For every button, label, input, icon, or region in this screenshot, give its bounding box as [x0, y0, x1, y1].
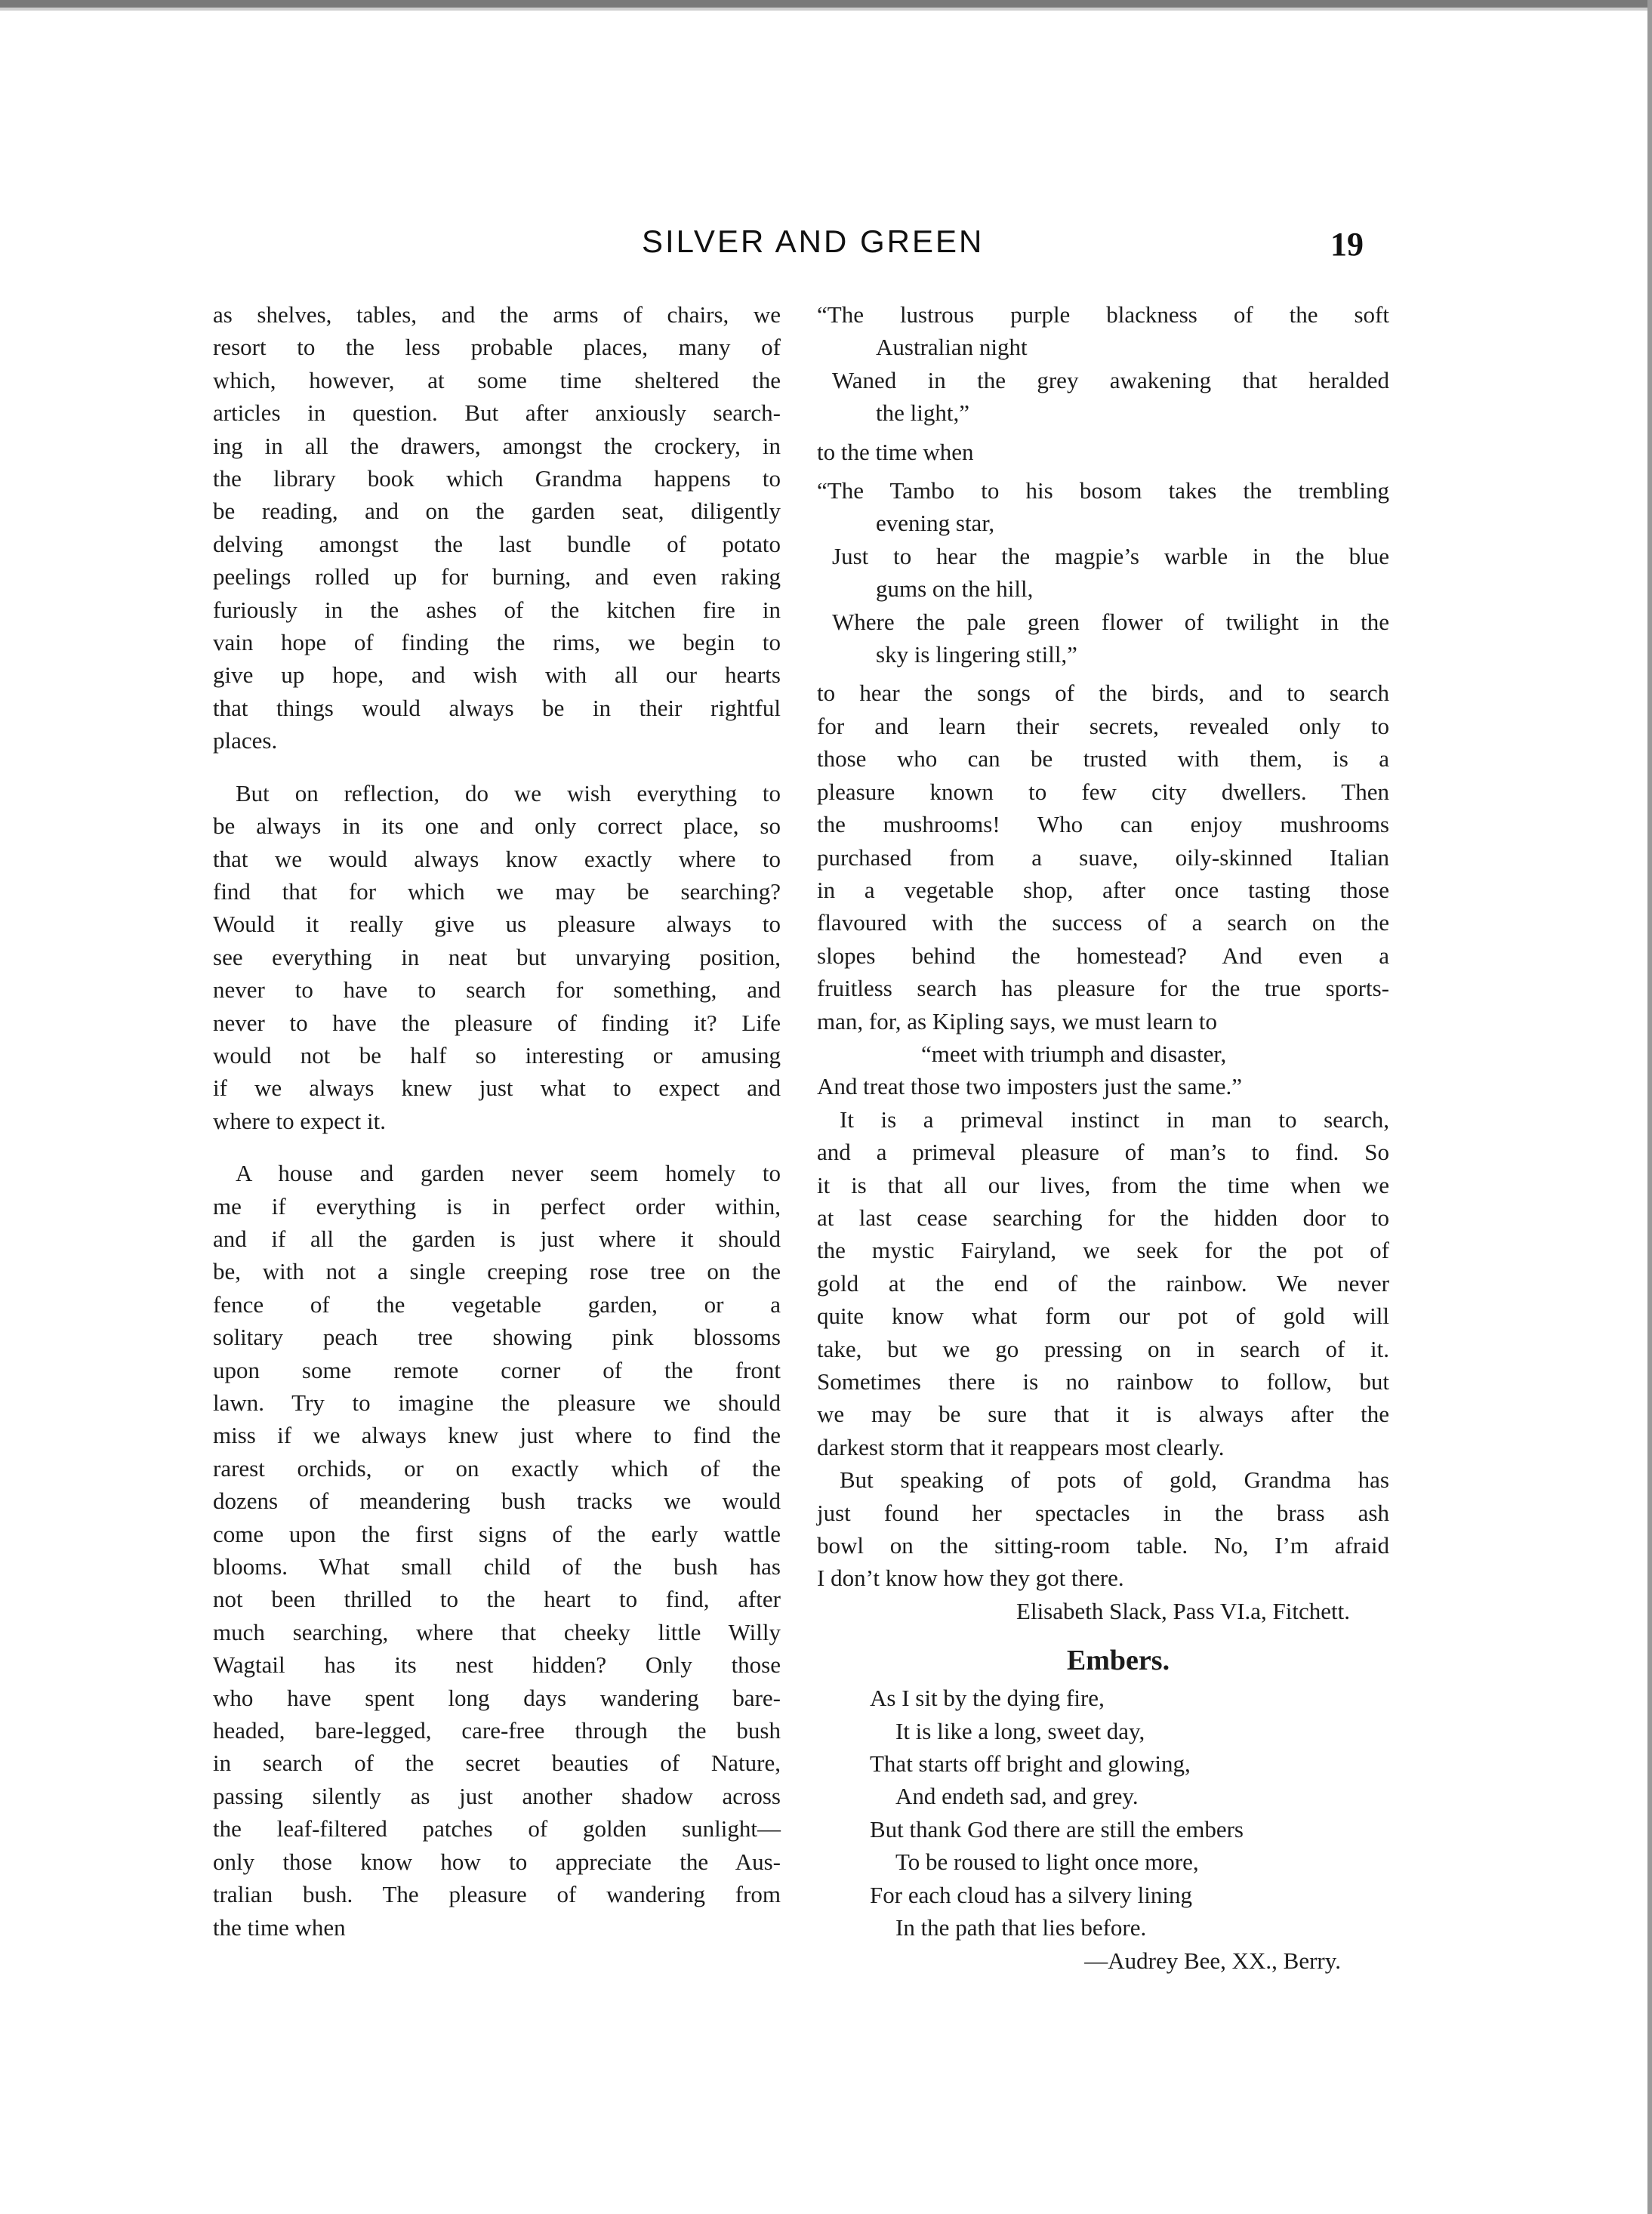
text-line: upon some remote corner of the front — [213, 1356, 781, 1383]
text-line: be always in its one and only correct place, so — [213, 813, 781, 840]
running-header-title: SILVER AND GREEN — [642, 224, 985, 259]
text-line: not been thrilled to the heart to find, after — [213, 1586, 781, 1613]
text-line: darkest storm that it reappears most clearly. — [817, 1433, 1225, 1460]
text-line: that things would always be in their rightful — [213, 694, 781, 721]
text-line: in a vegetable shop, after once tasting those — [817, 876, 1389, 903]
text-line: resort to the less probable places, many of — [213, 334, 781, 361]
text-line: we may be sure that it is always after the — [817, 1401, 1389, 1428]
text-line: headed, bare-legged, care-free through the bush — [213, 1717, 781, 1744]
text-line: lawn. Try to imagine the pleasure we should — [213, 1389, 781, 1416]
scan-top-edge — [0, 0, 1652, 8]
text-line: who have spent long days wandering bare- — [213, 1684, 781, 1711]
text-line: where to expect it. — [213, 1107, 386, 1134]
text-line: rarest orchids, or on exactly which of the — [213, 1454, 781, 1482]
text-line: if we always knew just what to expect and — [213, 1075, 781, 1102]
text-line: the mystic Fairyland, we seek for the pot of — [817, 1237, 1389, 1264]
text-line: furiously in the ashes of the kitchen fire in — [213, 596, 781, 623]
quoted-verse-1 — [817, 298, 1389, 430]
poem-line: But thank God there are still the embers — [870, 1815, 1244, 1842]
poem-line: That starts off bright and glowing, — [870, 1750, 1191, 1778]
text-line: But speaking of pots of gold, Grandma has — [840, 1466, 1389, 1494]
text-line: fence of the vegetable garden, or a — [213, 1290, 781, 1318]
verse-line: “The lustrous purple blackness of the soft — [817, 301, 1389, 328]
text-line: for and learn their secrets, revealed only to — [817, 712, 1389, 739]
text-line: and a primeval pleasure of man’s to find. So — [817, 1139, 1389, 1166]
verse-line: “The Tambo to his bosom takes the trembling — [817, 477, 1389, 504]
text-line: passing silently as just another shadow across — [213, 1782, 781, 1809]
right-paragraph-1 — [817, 677, 1389, 1037]
text-line: A house and garden never seem homely to — [236, 1160, 781, 1187]
scan-top-edge-shadow — [0, 8, 1652, 11]
page-number: 19 — [1330, 226, 1364, 263]
verse-line: sky is lingering still,” — [876, 641, 1077, 668]
text-line: would not be half so interesting or amusing — [213, 1041, 781, 1068]
text-line: the time when — [213, 1913, 346, 1941]
kipling-quote — [817, 1038, 1389, 1103]
text-line: the library book which Grandma happens to — [213, 465, 781, 492]
text-line: come upon the first signs of the early wattle — [213, 1520, 781, 1547]
text-line: just found her spectacles in the brass ash — [817, 1499, 1389, 1526]
text-line: I don’t know how they got there. — [817, 1565, 1124, 1592]
text-line: Would it really give us pleasure always to — [213, 911, 781, 938]
text-line: take, but we go pressing on in search of it. — [817, 1335, 1389, 1362]
text-line: dozens of meandering bush tracks we would — [213, 1488, 781, 1515]
text-line: give up hope, and wish with all our hearts — [213, 661, 781, 689]
text-line: Sometimes there is no rainbow to follow, but — [817, 1368, 1389, 1395]
text-line: see everything in neat but unvarying position, — [213, 943, 781, 970]
text-line: slopes behind the homestead? And even a — [817, 942, 1389, 969]
text-line: to hear the songs of the birds, and to search — [817, 680, 1389, 707]
text-line: flavoured with the success of a search on the — [817, 909, 1389, 936]
text-line: in search of the secret beauties of Nature, — [213, 1750, 781, 1777]
text-line: be, with not a single creeping rose tree on the — [213, 1258, 781, 1285]
text-line: fruitless search has pleasure for the true sports- — [817, 975, 1389, 1002]
verse-line: Australian night — [876, 334, 1028, 361]
text-line: vain hope of finding the rims, we begin to — [213, 629, 781, 656]
poem-embers — [817, 1682, 1389, 1944]
text-line: articles in question. But after anxiously search- — [213, 399, 781, 427]
right-column — [817, 298, 1389, 1977]
poem-line: It is like a long, sweet day, — [895, 1717, 1145, 1744]
verse-line: Just to hear the magpie’s warble in the blue — [832, 542, 1389, 569]
author-signature: Elisabeth Slack, Pass VI.a, Fitchett. — [1016, 1597, 1350, 1624]
text-line: be reading, and on the garden seat, diligently — [213, 498, 781, 525]
scan-right-edge — [1647, 0, 1652, 2214]
text-line: those who can be trusted with them, is a — [817, 745, 1389, 772]
text-line: peelings rolled up for burning, and even raking — [213, 563, 781, 591]
poem-title: Embers. — [1066, 1645, 1170, 1677]
text-line: purchased from a suave, oily-skinned Italian — [817, 843, 1389, 871]
quoted-verse-2 — [817, 474, 1389, 671]
text-line: man, for, as Kipling says, we must learn to — [817, 1007, 1217, 1035]
poem-line: And endeth sad, and grey. — [895, 1783, 1139, 1810]
verse-line: the light,” — [876, 399, 969, 427]
text-line: But on reflection, do we wish everything to — [236, 779, 781, 806]
text-line: the mushrooms! Who can enjoy mushrooms — [817, 811, 1389, 838]
verse-line: And treat those two imposters just the same.” — [817, 1073, 1243, 1100]
poem-line: In the path that lies before. — [895, 1914, 1147, 1941]
verse-line: gums on the hill, — [876, 575, 1034, 603]
verse-line: evening star, — [876, 510, 995, 537]
text-line: much searching, where that cheeky little Willy — [213, 1618, 781, 1645]
poem-line: As I sit by the dying fire, — [870, 1685, 1105, 1712]
verse-line: “meet with triumph and disaster, — [921, 1040, 1227, 1067]
text-line: pleasure known to few city dwellers. Then — [817, 778, 1389, 805]
text-line: and if all the garden is just where it should — [213, 1225, 781, 1252]
text-line: as shelves, tables, and the arms of chairs, we — [213, 301, 781, 328]
right-paragraph-2 — [817, 1103, 1389, 1463]
text-line: ing in all the drawers, amongst the crockery, in — [213, 432, 781, 459]
text-line: the leaf-filtered patches of golden sunlight— — [213, 1815, 781, 1842]
right-paragraph-3 — [817, 1463, 1389, 1595]
text-line: places. — [213, 727, 278, 754]
text-line: never to have to search for something, and — [213, 976, 781, 1004]
text-line: gold at the end of the rainbow. We never — [817, 1269, 1389, 1297]
text-line: delving amongst the last bundle of potato — [213, 530, 781, 557]
left-paragraph-3 — [213, 1157, 781, 1944]
text-line: Wagtail has its nest hidden? Only those — [213, 1651, 781, 1679]
left-paragraph-2 — [213, 777, 781, 1137]
text-line: quite know what form our pot of gold will — [817, 1303, 1389, 1330]
text-line: me if everything is in perfect order within, — [213, 1192, 781, 1220]
text-line: blooms. What small child of the bush has — [213, 1553, 781, 1580]
verse-line: Where the pale green flower of twilight in the — [832, 608, 1389, 635]
left-paragraph-1 — [213, 298, 781, 757]
poem-line: For each cloud has a silvery lining — [870, 1881, 1193, 1908]
text-line: at last cease searching for the hidden door to — [817, 1204, 1389, 1231]
text-line: it is that all our lives, from the time when we — [817, 1171, 1389, 1198]
text-line: miss if we always knew just where to find the — [213, 1422, 781, 1449]
poem-signature: —Audrey Bee, XX., Berry. — [1084, 1947, 1341, 1974]
text-line: solitary peach tree showing pink blossoms — [213, 1324, 781, 1351]
text-line: which, however, at some time sheltered the — [213, 366, 781, 393]
verse-line: Waned in the grey awakening that heralded — [832, 366, 1389, 393]
text-line: find that for which we may be searching? — [213, 877, 781, 905]
poem-line: To be roused to light once more, — [895, 1849, 1199, 1876]
text-line: never to have the pleasure of finding it? Life — [213, 1009, 781, 1036]
text-line: only those know how to appreciate the Aus- — [213, 1848, 781, 1875]
left-column — [213, 298, 781, 1944]
text-line: tralian bush. The pleasure of wandering from — [213, 1881, 781, 1908]
text-line: to the time when — [817, 438, 974, 465]
text-line: bowl on the sitting-room table. No, I’m afraid — [817, 1532, 1389, 1559]
text-line: It is a primeval instinct in man to search, — [840, 1105, 1389, 1133]
text-line: that we would always know exactly where to — [213, 845, 781, 872]
